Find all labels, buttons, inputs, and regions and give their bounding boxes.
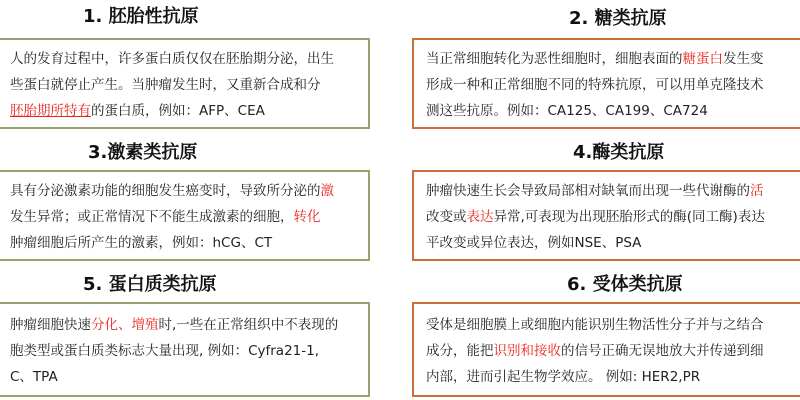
card-line xyxy=(10,46,356,72)
body-text: 受体是细胞膜上或细胞内能识别生物活性分子并与之结合 xyxy=(426,317,764,333)
card-line xyxy=(426,338,798,364)
card-title-carbohydrate-antigen: 2. 糖类抗原 xyxy=(569,8,667,29)
body-text: 胞类型或蛋白质类标志大量出现, 例如：Cyfra21-1, xyxy=(10,343,320,359)
card-receptor-antigen xyxy=(412,302,800,397)
body-text: 具有分泌激素功能的细胞发生癌变时，导致所分泌的 xyxy=(10,183,321,199)
card-line xyxy=(426,204,798,230)
card-title-enzyme-antigen: 4.酶类抗原 xyxy=(573,142,665,163)
card-line xyxy=(426,98,798,124)
card-line xyxy=(10,204,356,230)
body-text: 形成一种和正常细胞不同的特殊抗原，可以用单克隆技术 xyxy=(426,77,764,93)
body-text: 的信号正确无误地放大并传递到细 xyxy=(561,343,764,359)
body-text: 改变或 xyxy=(426,209,467,225)
card-hormone-antigen xyxy=(0,170,370,261)
card-line xyxy=(10,178,356,204)
body-text: 肿瘤细胞快速 xyxy=(10,317,91,333)
card-line xyxy=(10,98,356,124)
card-embryonic-antigen xyxy=(0,38,370,129)
body-text: 肿瘤细胞后所产生的激素，例如：hCG、CT xyxy=(10,235,273,251)
card-carbohydrate-antigen xyxy=(412,38,800,129)
body-text: 测这些抗原。例如：CA125、CA199、CA724 xyxy=(426,103,708,119)
card-line xyxy=(10,72,356,98)
card-line xyxy=(10,364,356,390)
highlight-text: 胚胎期所特有 xyxy=(10,103,91,119)
card-title-embryonic-antigen: 1. 胚胎性抗原 xyxy=(83,6,199,27)
highlight-text: 糖蛋白 xyxy=(682,51,723,67)
body-text: C、TPA xyxy=(10,369,58,385)
card-line xyxy=(426,364,798,390)
highlight-text: 分化、增殖 xyxy=(91,317,159,333)
highlight-text: 激 xyxy=(320,183,334,199)
body-text: 人的发育过程中，许多蛋白质仅仅在胚胎期分泌，出生 xyxy=(10,51,334,67)
card-line xyxy=(426,312,798,338)
body-text: 的蛋白质，例如：AFP、CEA xyxy=(91,103,265,119)
card-enzyme-antigen xyxy=(412,170,800,261)
highlight-text: 活 xyxy=(750,183,764,199)
card-line xyxy=(10,312,356,338)
card-title-receptor-antigen: 6. 受体类抗原 xyxy=(567,274,683,295)
card-line xyxy=(426,46,798,72)
body-text: 内部，进而引起生物学效应。 例如: HER2,PR xyxy=(426,369,701,385)
body-text: 发生异常 xyxy=(10,209,64,225)
body-text: 时,一些在正常组织中不表现的 xyxy=(158,317,339,333)
body-text: 些蛋白就停止产生。当肿瘤发生时，又重新合成和分 xyxy=(10,77,321,93)
card-title-hormone-antigen: 3.激素类抗原 xyxy=(88,142,198,163)
body-text: ；或正常情况下不能生成激素的细胞， xyxy=(64,209,294,225)
card-line xyxy=(426,178,798,204)
card-title-protein-antigen: 5. 蛋白质类抗原 xyxy=(83,274,217,295)
body-text: 异常,可表现为出现胚胎形式的酶(同工酶)表达 xyxy=(493,209,765,225)
card-protein-antigen xyxy=(0,302,370,397)
body-text: 发生变 xyxy=(723,51,764,67)
highlight-text: 表达 xyxy=(466,209,494,225)
body-text: 当正常细胞转化为恶性细胞时，细胞表面的 xyxy=(426,51,683,67)
body-text: 肿瘤快速生长会导致局部相对缺氧而出现一些代谢酶的 xyxy=(426,183,750,199)
card-line xyxy=(10,230,356,256)
highlight-text: 识别和接收 xyxy=(493,343,561,359)
body-text: 成分，能把 xyxy=(426,343,494,359)
highlight-text: 转化 xyxy=(293,209,321,225)
card-line xyxy=(426,72,798,98)
card-line xyxy=(426,230,798,256)
body-text: 平改变或异位表达，例如NSE、PSA xyxy=(426,235,642,251)
card-line xyxy=(10,338,356,364)
